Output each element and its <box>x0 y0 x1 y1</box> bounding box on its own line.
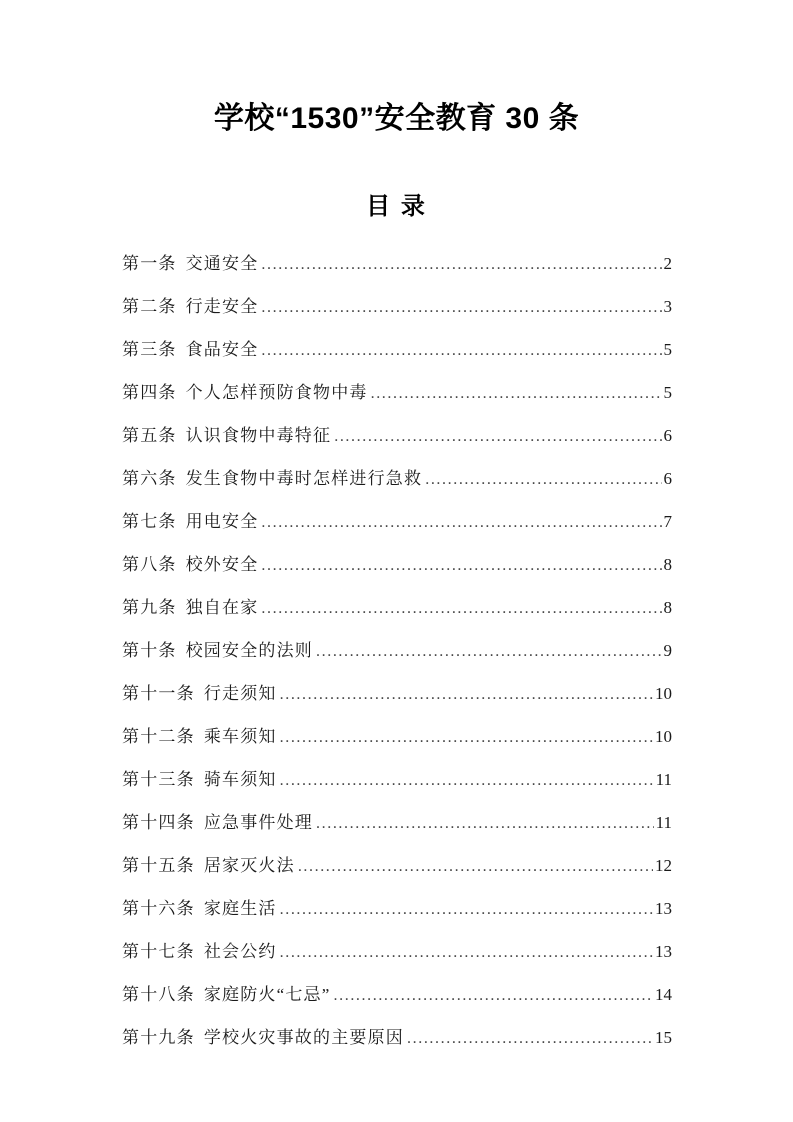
toc-entry-page-number: 14 <box>655 985 672 1004</box>
toc-dot-leader <box>280 686 653 704</box>
toc-entry-page-number: 15 <box>655 1028 672 1047</box>
toc-entry-label: 骑车须知 <box>203 770 277 789</box>
toc-entry-label: 家庭防火“七忌” <box>203 985 331 1004</box>
toc-entry-number: 第三条 <box>122 340 177 359</box>
toc-dot-leader <box>334 987 653 1005</box>
toc-dot-leader <box>261 299 661 317</box>
toc-entry-page-number: 13 <box>655 942 672 961</box>
toc-entry[interactable] <box>122 765 672 808</box>
toc-entry[interactable] <box>122 851 672 894</box>
toc-entry[interactable] <box>122 722 672 765</box>
toc-entry-label: 食品安全 <box>185 340 259 359</box>
toc-entry-number: 第十三条 <box>122 770 195 789</box>
toc-entry-page-number: 6 <box>663 469 672 488</box>
toc-entry-number: 第九条 <box>122 598 177 617</box>
table-of-contents-heading: 目 录 <box>366 193 427 220</box>
toc-entry[interactable] <box>122 335 672 378</box>
toc-entry-page-number: 11 <box>655 770 672 789</box>
toc-entry[interactable] <box>122 550 672 593</box>
toc-entry-page-number: 11 <box>655 813 672 832</box>
toc-entry[interactable] <box>122 894 672 937</box>
toc-entry-label: 居家灭火法 <box>203 856 295 875</box>
toc-entry-label: 家庭生活 <box>203 899 277 918</box>
toc-entry[interactable] <box>122 249 672 292</box>
toc-entry-page-number: 8 <box>663 555 672 574</box>
toc-entry-number: 第六条 <box>122 469 177 488</box>
toc-entry[interactable] <box>122 464 672 507</box>
toc-entry[interactable] <box>122 421 672 464</box>
toc-entry[interactable] <box>122 593 672 636</box>
toc-entry[interactable] <box>122 507 672 550</box>
toc-dot-leader <box>298 858 653 876</box>
toc-entry-number: 第八条 <box>122 555 177 574</box>
toc-dot-leader <box>371 385 662 403</box>
toc-entry-number: 第五条 <box>122 426 177 445</box>
toc-entry-label: 用电安全 <box>185 512 259 531</box>
toc-entry-label: 独自在家 <box>185 598 259 617</box>
toc-dot-leader <box>280 729 653 747</box>
toc-dot-leader <box>261 557 661 575</box>
toc-entry-page-number: 12 <box>655 856 672 875</box>
toc-entry[interactable] <box>122 679 672 722</box>
toc-dot-leader <box>261 256 661 274</box>
toc-entry-number: 第四条 <box>122 383 177 402</box>
toc-entry-number: 第十六条 <box>122 899 195 918</box>
toc-dot-leader <box>316 643 661 661</box>
toc-entry-number: 第十四条 <box>122 813 195 832</box>
table-of-contents <box>122 249 672 1066</box>
toc-dot-leader <box>407 1030 653 1048</box>
toc-entry[interactable] <box>122 378 672 421</box>
toc-dot-leader <box>280 944 653 962</box>
toc-entry[interactable] <box>122 636 672 679</box>
toc-entry-label: 个人怎样预防食物中毒 <box>185 383 368 402</box>
toc-entry-label: 社会公约 <box>203 942 277 961</box>
toc-entry-page-number: 7 <box>663 512 672 531</box>
toc-entry-number: 第一条 <box>122 254 177 273</box>
toc-entry-label: 应急事件处理 <box>203 813 314 832</box>
toc-dot-leader <box>261 514 661 532</box>
toc-entry-label: 认识食物中毒特征 <box>185 426 332 445</box>
toc-entry-page-number: 2 <box>663 254 672 273</box>
toc-dot-leader <box>280 772 654 790</box>
toc-dot-leader <box>316 815 654 833</box>
toc-entry-page-number: 6 <box>663 426 672 445</box>
toc-dot-leader <box>334 428 661 446</box>
toc-entry-page-number: 8 <box>663 598 672 617</box>
toc-entry-label: 校外安全 <box>185 555 259 574</box>
toc-entry-number: 第十九条 <box>122 1028 195 1047</box>
toc-entry-number: 第十二条 <box>122 727 195 746</box>
toc-entry-page-number: 10 <box>655 727 672 746</box>
toc-entry[interactable] <box>122 1023 672 1066</box>
toc-entry-page-number: 5 <box>663 340 672 359</box>
toc-entry-number: 第十七条 <box>122 942 195 961</box>
toc-entry-label: 校园安全的法则 <box>185 641 314 660</box>
toc-dot-leader <box>280 901 653 919</box>
toc-entry-page-number: 3 <box>663 297 672 316</box>
toc-entry[interactable] <box>122 937 672 980</box>
toc-entry-number: 第七条 <box>122 512 177 531</box>
toc-entry-label: 行走安全 <box>185 297 259 316</box>
toc-entry-number: 第十条 <box>122 641 177 660</box>
toc-entry-page-number: 13 <box>655 899 672 918</box>
toc-dot-leader <box>261 342 661 360</box>
toc-entry-label: 乘车须知 <box>203 727 277 746</box>
toc-entry[interactable] <box>122 980 672 1023</box>
toc-entry-label: 发生食物中毒时怎样进行急救 <box>185 469 423 488</box>
toc-dot-leader <box>425 471 661 489</box>
toc-entry-number: 第十八条 <box>122 985 195 1004</box>
toc-entry-number: 第二条 <box>122 297 177 316</box>
toc-entry-page-number: 9 <box>663 641 672 660</box>
page-title: 学校“1530”安全教育 30 条 <box>213 102 580 135</box>
toc-entry-page-number: 5 <box>663 383 672 402</box>
toc-entry-page-number: 10 <box>655 684 672 703</box>
toc-entry[interactable] <box>122 292 672 335</box>
toc-entry[interactable] <box>122 808 672 851</box>
toc-entry-number: 第十一条 <box>122 684 195 703</box>
toc-entry-label: 行走须知 <box>203 684 277 703</box>
toc-dot-leader <box>261 600 661 618</box>
toc-entry-label: 交通安全 <box>185 254 259 273</box>
toc-entry-number: 第十五条 <box>122 856 195 875</box>
toc-entry-label: 学校火灾事故的主要原因 <box>203 1028 405 1047</box>
